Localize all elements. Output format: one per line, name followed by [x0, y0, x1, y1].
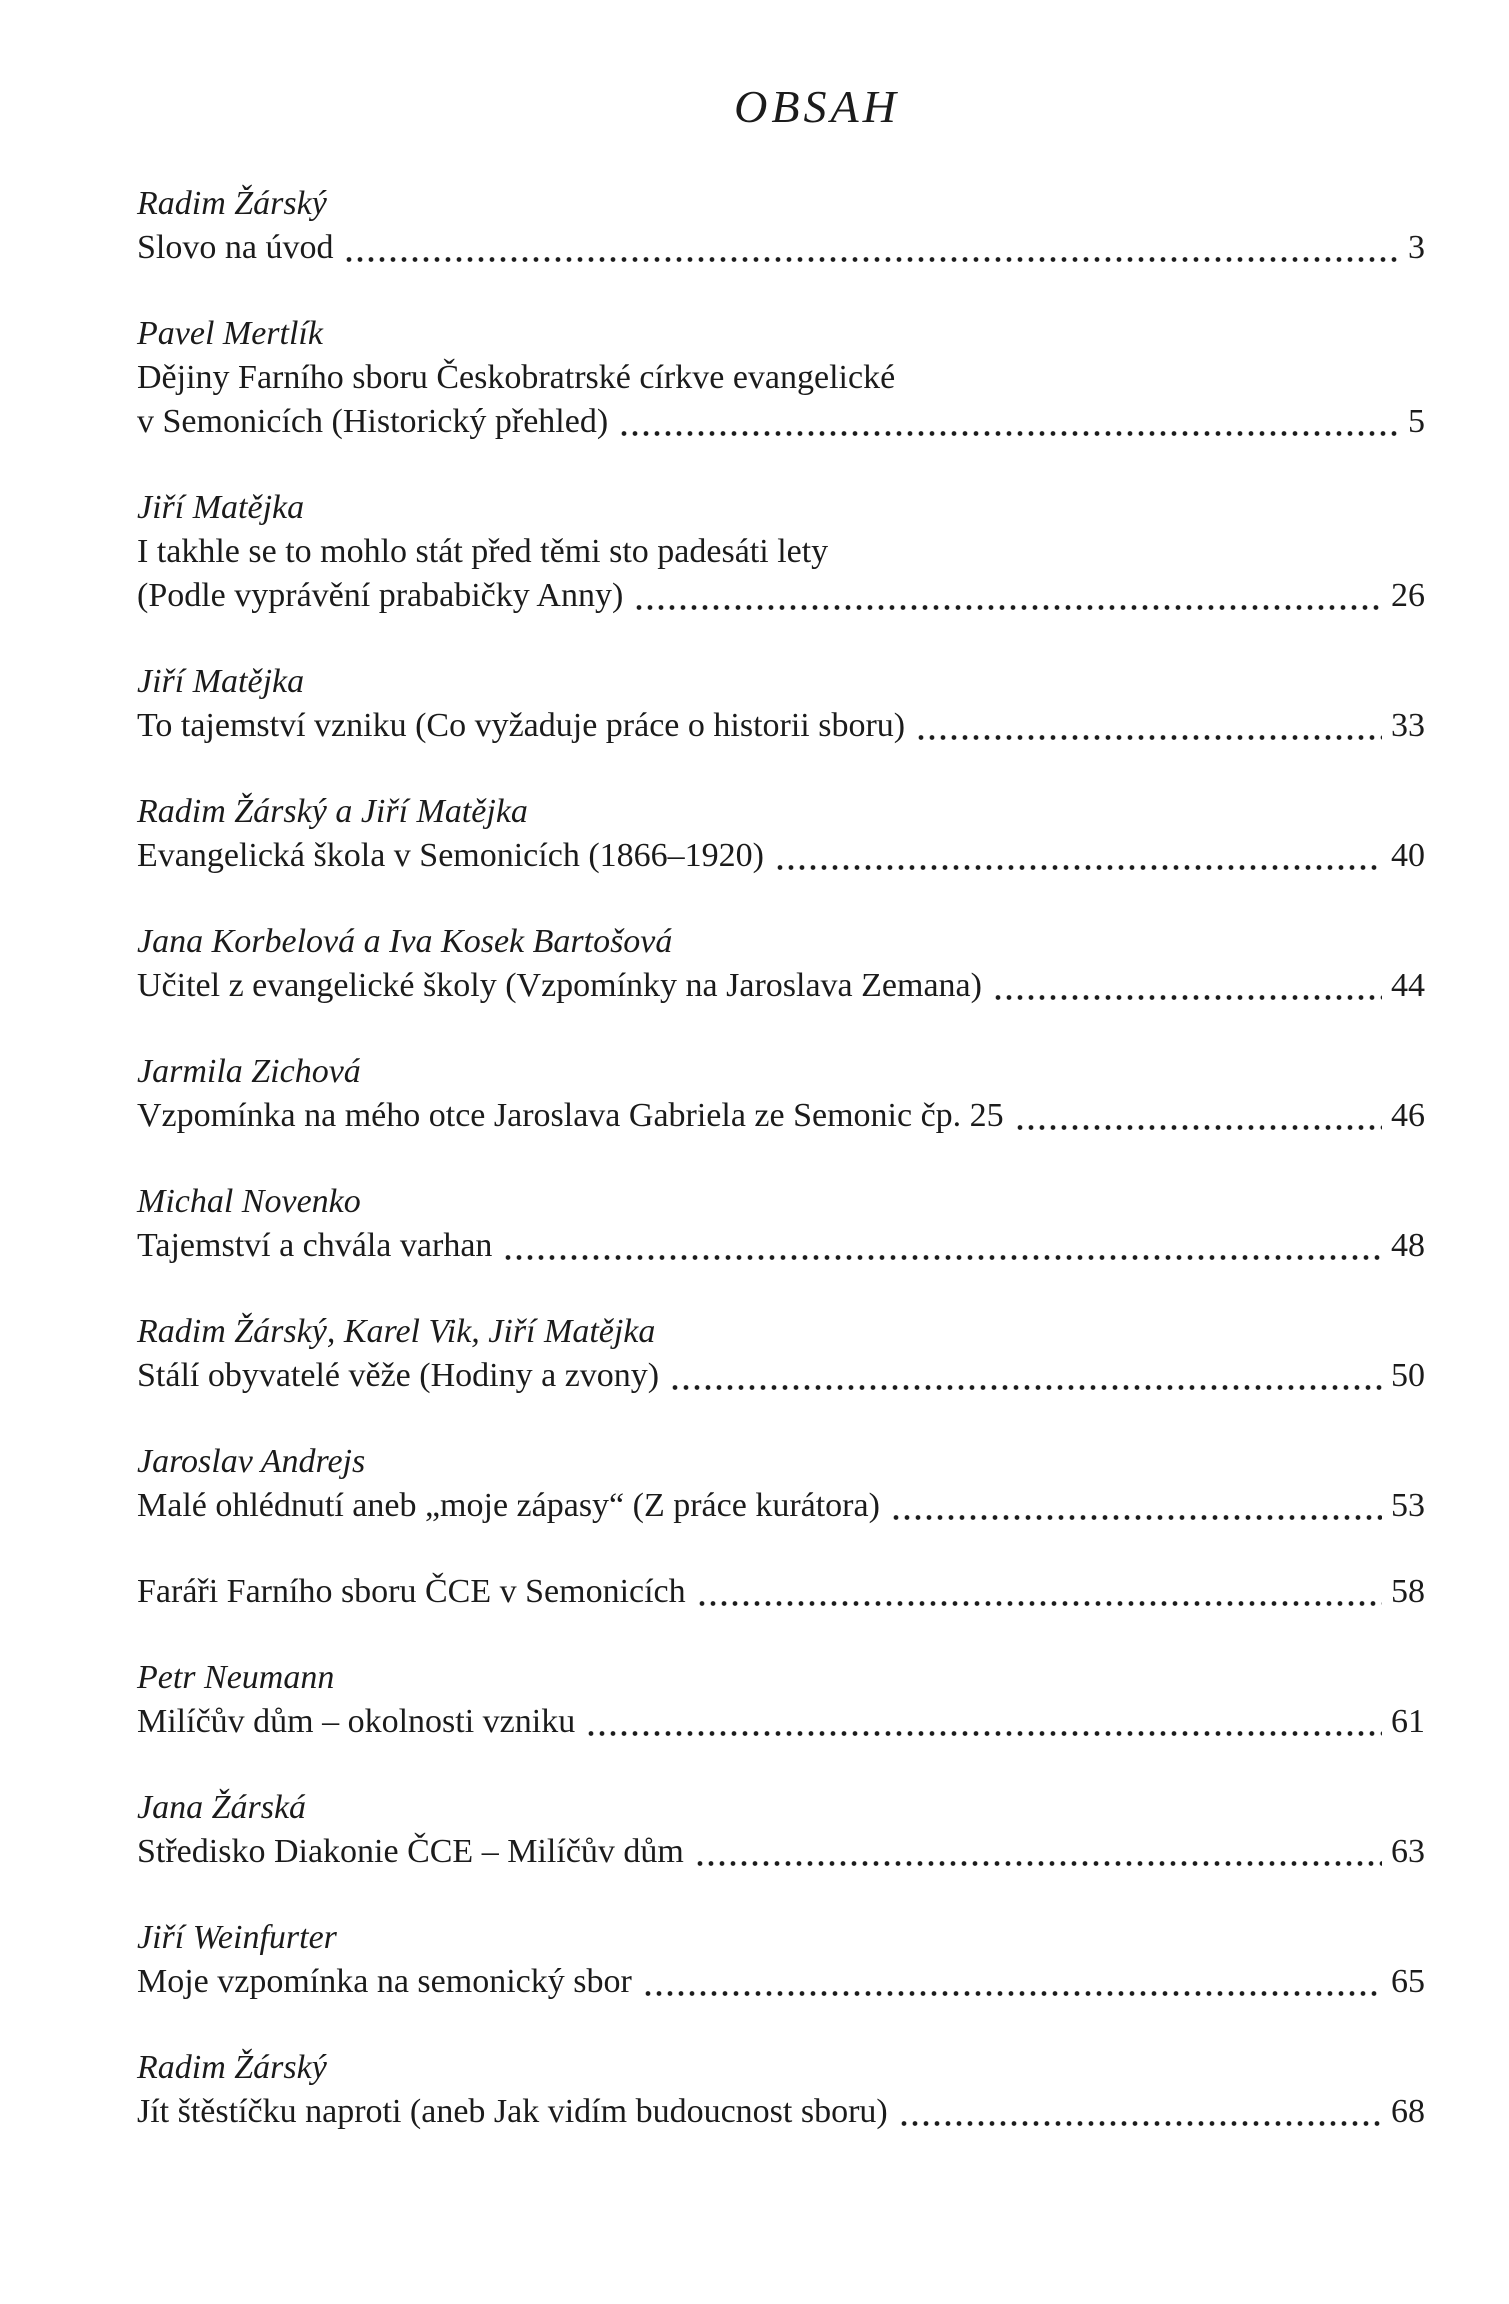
entry-title-row [137, 1094, 1425, 1138]
entry-title-line: I takhle se to mohlo stát před těmi sto padesáti lety [137, 533, 829, 570]
toc-entry [137, 1310, 1425, 1398]
entry-page-number: 26 [1391, 577, 1425, 614]
toc-entry [137, 312, 1425, 444]
entry-author: Jiří Matějka [137, 663, 305, 700]
entry-author: Jana Žárská [137, 1789, 307, 1826]
entry-page-number: 50 [1391, 1357, 1425, 1394]
entry-title-text: (Podle vyprávění prababičky Anny) [137, 577, 624, 614]
dot-leader [621, 429, 1399, 438]
entry-title-text: Moje vzpomínka na semonický sbor [137, 1963, 632, 2000]
entry-title-text: Slovo na úvod [137, 229, 334, 266]
entry-page-number: 58 [1391, 1573, 1425, 1610]
entry-title-text: Milíčův dům – okolnosti vzniku [137, 1703, 576, 1740]
toc-entry [137, 660, 1425, 748]
entry-title-text: Faráři Farního sboru ČCE v Semonicích [137, 1573, 686, 1610]
entry-page-number: 3 [1408, 229, 1425, 266]
dot-leader [1017, 1123, 1382, 1132]
entry-title-row [137, 964, 1425, 1008]
entry-page-number: 46 [1391, 1097, 1425, 1134]
entry-title-text: Jít štěstíčku naproti (aneb Jak vidím budoucnost sboru) [137, 2093, 888, 2130]
toc-entry [137, 2046, 1425, 2134]
entry-title-text: Středisko Diakonie ČCE – Milíčův dům [137, 1833, 684, 1870]
toc-entry [137, 1916, 1425, 2004]
toc-entry [137, 486, 1425, 618]
toc-entry [137, 790, 1425, 878]
dot-leader [588, 1729, 1382, 1738]
entry-title-text: v Semonicích (Historický přehled) [137, 403, 609, 440]
toc-entry-list [137, 182, 1425, 2134]
entry-title-text: To tajemství vzniku (Co vyžaduje práce o historii sboru) [137, 707, 906, 744]
toc-entry [137, 1570, 1425, 1614]
entry-author: Michal Novenko [137, 1183, 361, 1220]
entry-author: Radim Žárský [137, 185, 327, 222]
dot-leader [505, 1253, 1382, 1262]
entry-title-row [137, 1960, 1425, 2004]
entry-page-number: 53 [1391, 1487, 1425, 1524]
toc-entry [137, 1656, 1425, 1744]
entry-author: Radim Žárský a Jiří Matějka [137, 793, 528, 830]
toc-entry [137, 1180, 1425, 1268]
toc-entry [137, 182, 1425, 270]
entry-title-row [137, 1700, 1425, 1744]
entry-title-text: Vzpomínka na mého otce Jaroslava Gabriela ze Semonic čp. 25 [137, 1097, 1004, 1134]
entry-title-row [137, 704, 1425, 748]
entry-title-row [137, 400, 1425, 444]
entry-title-row [137, 1354, 1425, 1398]
entry-author: Radim Žárský [137, 2049, 327, 2086]
entry-page-number: 33 [1391, 707, 1425, 744]
entry-page-number: 40 [1391, 837, 1425, 874]
entry-title-row [137, 1484, 1425, 1528]
entry-author: Radim Žárský, Karel Vik, Jiří Matějka [137, 1313, 656, 1350]
dot-leader [636, 603, 1382, 612]
entry-title-row [137, 1570, 1425, 1614]
dot-leader [697, 1859, 1382, 1868]
page-title: OBSAH [734, 81, 900, 132]
entry-author: Jarmila Zichová [137, 1053, 361, 1090]
dot-leader [699, 1599, 1382, 1608]
entry-title-text: Malé ohlédnutí aneb „moje zápasy“ (Z práce kurátora) [137, 1487, 880, 1524]
entry-author: Jana Korbelová a Iva Kosek Bartošová [137, 923, 673, 960]
toc-entry [137, 1786, 1425, 1874]
entry-title-text: Stálí obyvatelé věže (Hodiny a zvony) [137, 1357, 660, 1394]
entry-title-row [137, 226, 1425, 270]
entry-title-text: Tajemství a chvála varhan [137, 1227, 493, 1264]
entry-title-row [137, 1224, 1425, 1268]
entry-title-row [137, 1830, 1425, 1874]
toc-entry [137, 1440, 1425, 1528]
toc-entry [137, 1050, 1425, 1138]
entry-page-number: 5 [1408, 403, 1425, 440]
dot-leader [918, 733, 1382, 742]
entry-author: Petr Neumann [137, 1659, 335, 1696]
toc-content [137, 82, 1425, 2134]
dot-leader [672, 1383, 1382, 1392]
entry-title-text: Učitel z evangelické školy (Vzpomínky na Jaroslava Zemana) [137, 967, 982, 1004]
entry-page-number: 61 [1391, 1703, 1425, 1740]
dot-leader [893, 1513, 1382, 1522]
entry-page-number: 44 [1391, 967, 1425, 1004]
dot-leader [995, 993, 1382, 1002]
entry-title-text: Evangelická škola v Semonicích (1866–1920) [137, 837, 764, 874]
dot-leader [645, 1989, 1382, 1998]
dot-leader [777, 863, 1382, 872]
entry-author: Pavel Mertlík [137, 315, 323, 352]
entry-author: Jaroslav Andrejs [137, 1443, 366, 1480]
dot-leader [346, 255, 1399, 264]
entry-page-number: 63 [1391, 1833, 1425, 1870]
entry-title-row [137, 574, 1425, 618]
entry-title-line: Dějiny Farního sboru Českobratrské církve evangelické [137, 359, 896, 396]
toc-entry [137, 920, 1425, 1008]
entry-page-number: 65 [1391, 1963, 1425, 2000]
entry-title-row [137, 834, 1425, 878]
entry-page-number: 48 [1391, 1227, 1425, 1264]
entry-page-number: 68 [1391, 2093, 1425, 2130]
entry-author: Jiří Weinfurter [137, 1919, 337, 1956]
entry-title-row [137, 2090, 1425, 2134]
entry-author: Jiří Matějka [137, 489, 305, 526]
dot-leader [901, 2119, 1382, 2128]
